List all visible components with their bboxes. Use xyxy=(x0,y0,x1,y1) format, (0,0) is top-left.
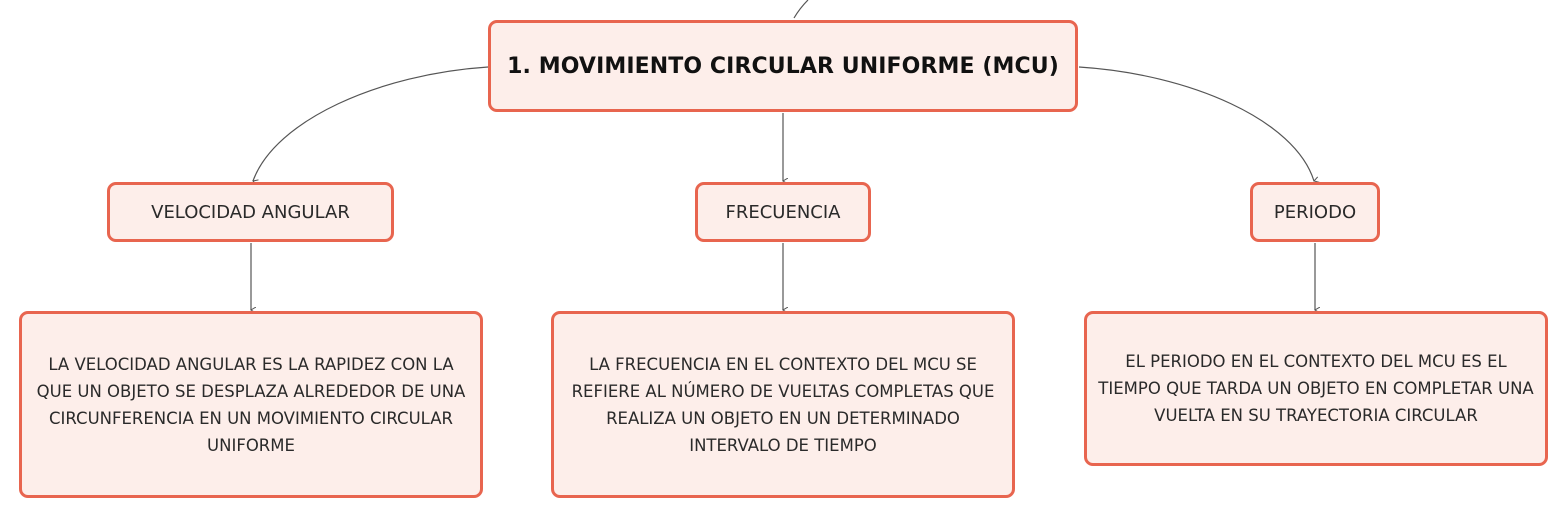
description-text: LA VELOCIDAD ANGULAR ES LA RAPIDEZ CON LA QUE UN OBJETO SE DESPLAZA ALREDEDOR DE UNA CIRCUNFERENCIA EN UN MOVIMIENTO CIRCULAR UNIFORME xyxy=(36,354,466,455)
description-frecuencia[interactable] xyxy=(551,311,1015,498)
subtopic-frecuencia[interactable] xyxy=(695,182,871,242)
description-velocidad-angular[interactable] xyxy=(19,311,483,498)
parent-connector-line xyxy=(794,0,808,18)
subtopic-label: FRECUENCIA xyxy=(725,201,841,223)
subtopic-label: VELOCIDAD ANGULAR xyxy=(151,201,350,223)
subtopic-velocidad-angular[interactable] xyxy=(107,182,394,242)
connector-central-to-velocidad xyxy=(253,67,488,181)
description-text: EL PERIODO EN EL CONTEXTO DEL MCU ES EL TIEMPO QUE TARDA UN OBJETO EN COMPLETAR UNA VUELTA EN SU TRAYECTORIA CIRCULAR xyxy=(1098,352,1534,425)
subtopic-periodo[interactable] xyxy=(1250,182,1380,242)
description-text: LA FRECUENCIA EN EL CONTEXTO DEL MCU SE REFIERE AL NÚMERO DE VUELTAS COMPLETAS QUE REALIZA UN OBJETO EN UN DETERMINADO INTERVALO DE TIEMPO xyxy=(571,354,995,455)
central-topic-node[interactable] xyxy=(488,20,1078,112)
description-periodo[interactable] xyxy=(1084,311,1548,466)
connector-central-to-periodo xyxy=(1079,67,1314,181)
central-topic-label: 1. MOVIMIENTO CIRCULAR UNIFORME (MCU) xyxy=(507,53,1059,79)
subtopic-label: PERIODO xyxy=(1273,201,1357,223)
